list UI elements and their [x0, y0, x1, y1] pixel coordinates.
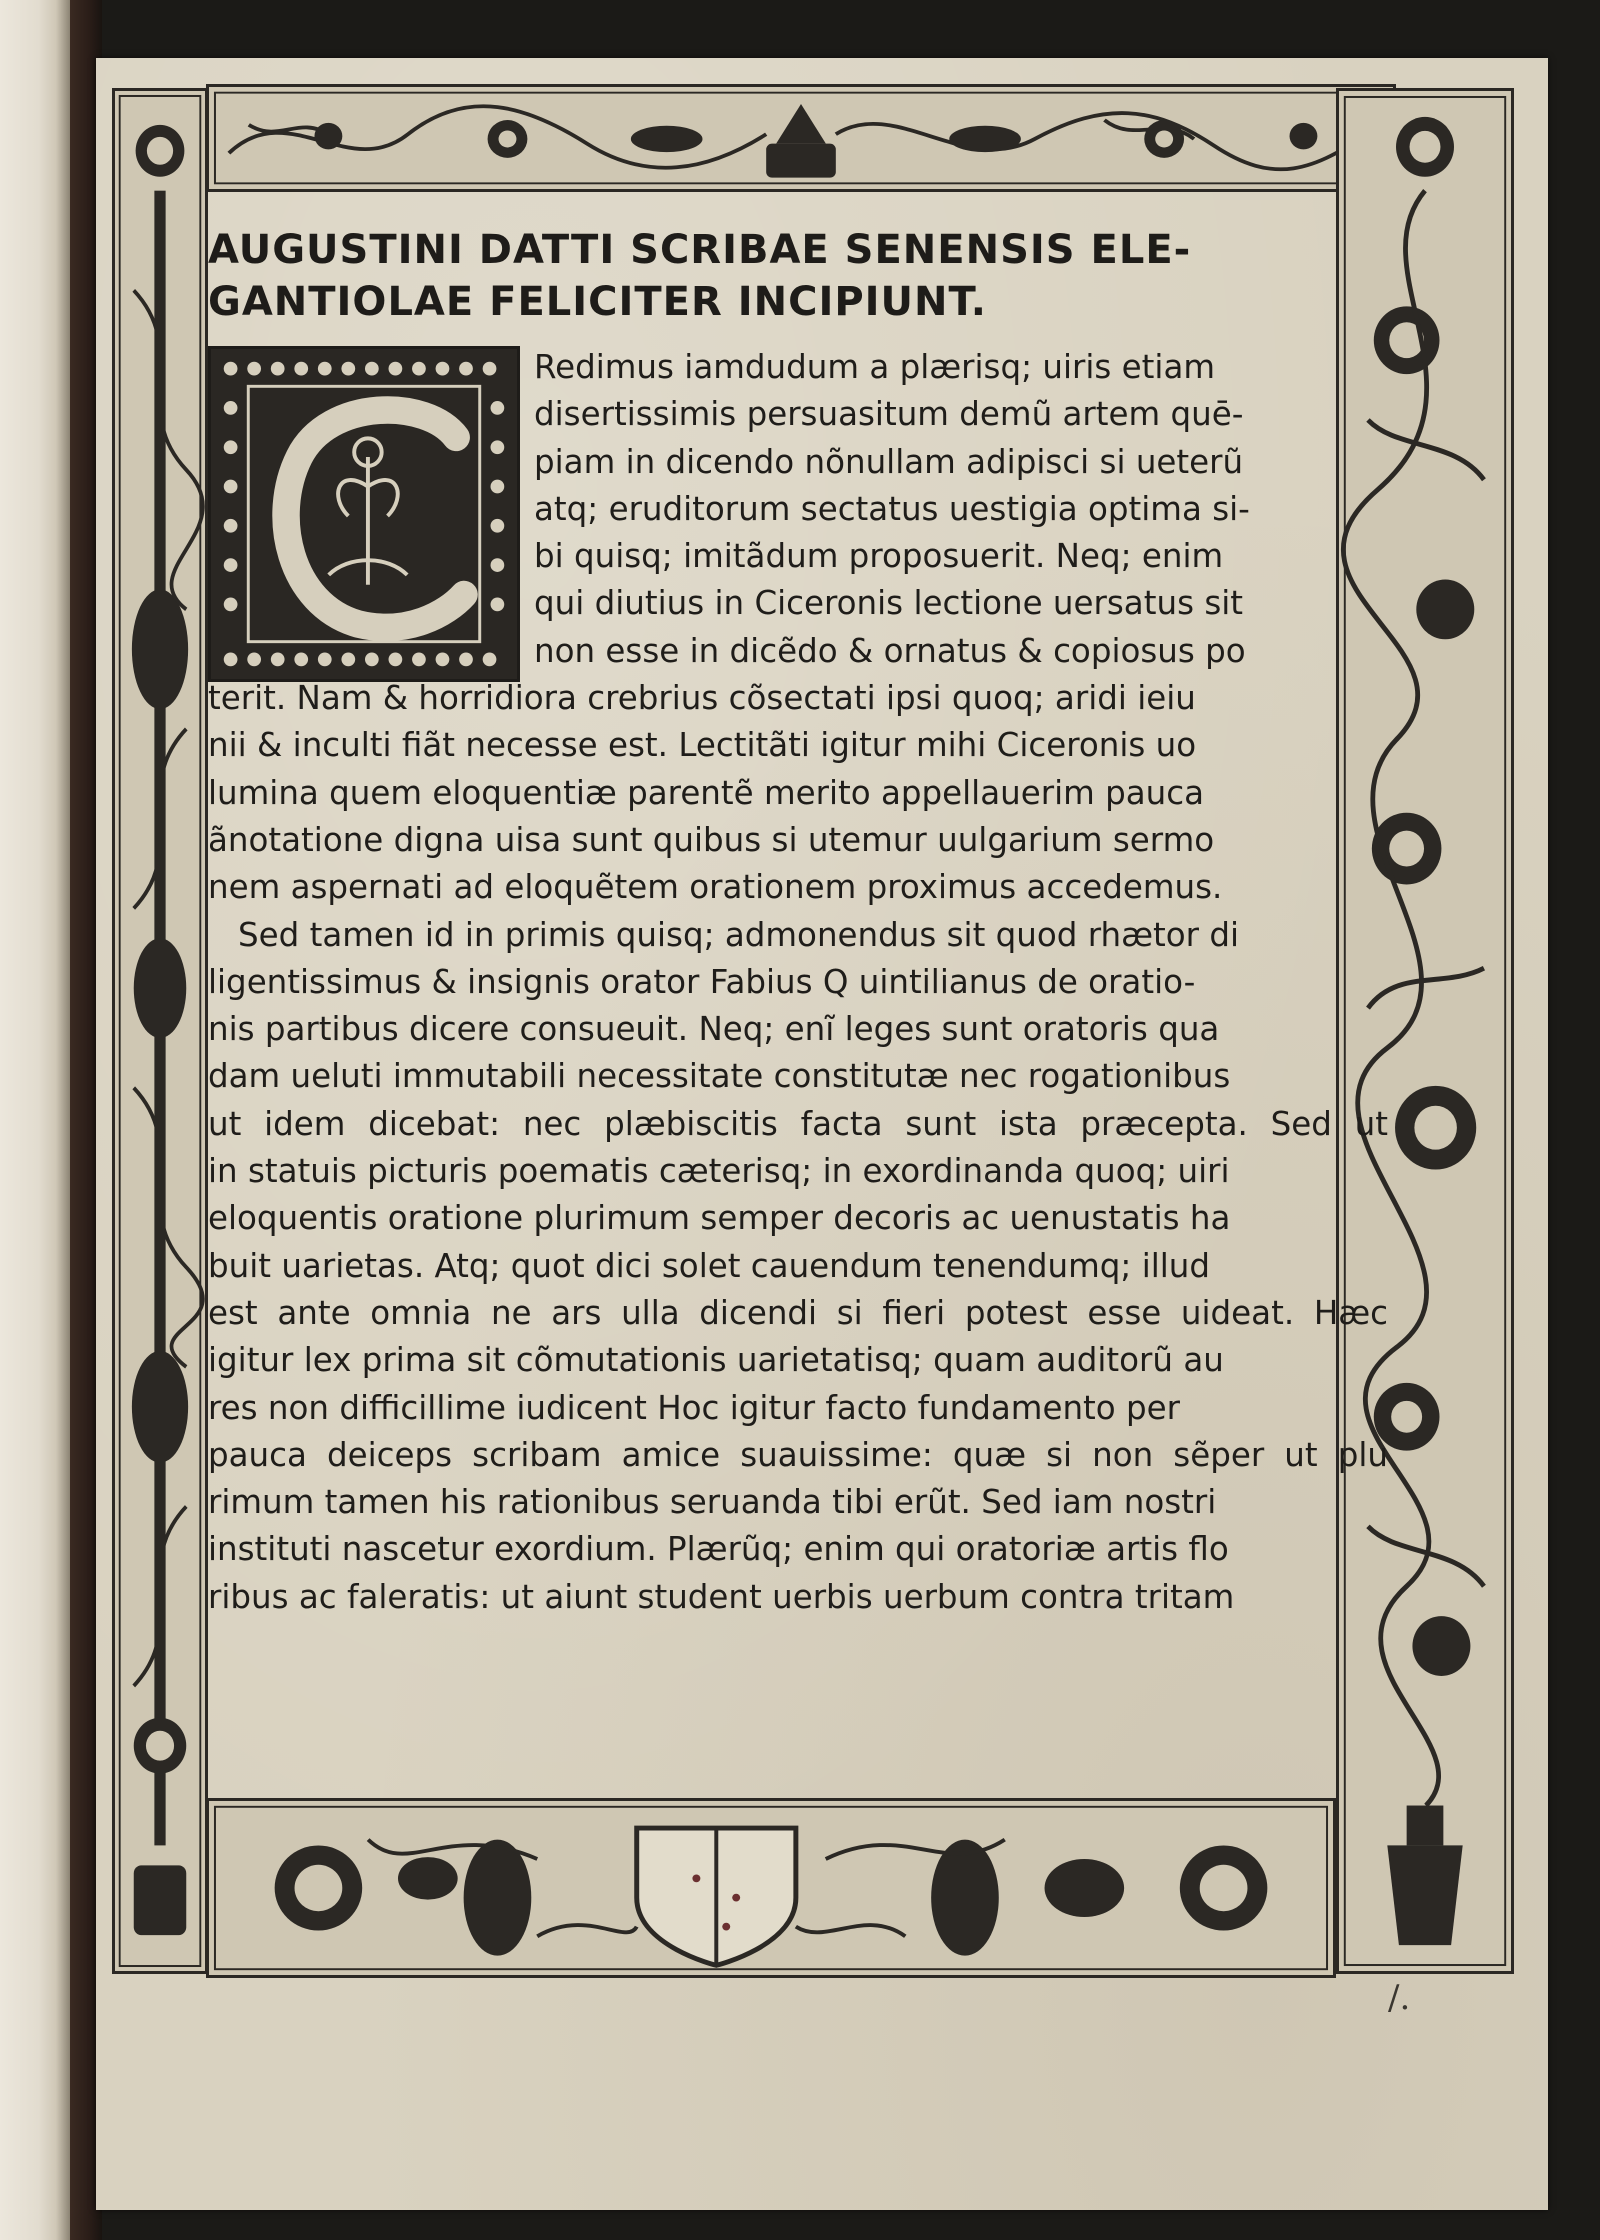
- text-line: disertissimis persuasitum demũ artem quē-: [534, 395, 1244, 434]
- top-ornament-image: [209, 87, 1393, 189]
- text-line: nii & inculti fiãt necesse est. Lectitãti igitur mihi Ciceronis uo: [208, 726, 1197, 765]
- adjacent-page-edge: [0, 0, 70, 2240]
- page-heading: [208, 224, 1388, 328]
- text-line: Sed tamen id in primis quisq; admonendus sit quod rhætor di: [238, 915, 1240, 954]
- text-line: atq; eruditorum sectatus uestigia optima si-: [534, 489, 1250, 528]
- text-line: ut idem dicebat: nec plæbiscitis facta sunt ista præcepta. Sed ut: [208, 1104, 1389, 1143]
- text-line: nis partibus dicere consueuit. Neq; enĩ leges sunt oratoris qua: [208, 1010, 1220, 1049]
- text-line: igitur lex prima sit cõmutationis uarietatisq; quam auditorũ au: [208, 1341, 1224, 1380]
- text-line: instituti nascetur exordium. Plærũq; enim qui oratoriæ artis flo: [208, 1530, 1229, 1569]
- text-line: non esse in dicẽdo & ornatus & copiosus po: [534, 631, 1246, 670]
- text-line: res non difficillime iudicent Hoc igitur facto fundamento per: [208, 1388, 1181, 1427]
- text-line: terit. Nam & horridiora crebrius cõsectati ipsi quoq; aridi ieiu: [208, 679, 1196, 718]
- text-line: piam in dicendo nõnullam adipisci si ueterũ: [534, 442, 1244, 481]
- text-line: bi quisq; imitãdum proposuerit. Neq; enim: [534, 537, 1224, 576]
- text-line: Redimus iamdudum a plærisq; uiris etiam: [534, 348, 1216, 386]
- text-line: est ante omnia ne ars ulla dicendi si fieri potest esse uideat. Hæc: [208, 1293, 1389, 1332]
- body-text: [208, 344, 1388, 1621]
- top-woodcut-border: [206, 84, 1396, 192]
- text-line: in statuis picturis poematis cæterisq; in exordinanda quoq; uiri: [208, 1152, 1230, 1191]
- margin-pencil-mark: /.: [1388, 1978, 1411, 2018]
- text-line: ãnotatione digna uisa sunt quibus si utemur uulgarium sermo: [208, 820, 1215, 859]
- text-line: nem aspernati ad eloquẽtem orationem proximus accedemus.: [208, 868, 1223, 907]
- left-ornament-image: [115, 91, 205, 1971]
- text-line: pauca deiceps scribam amice suauissime: quæ si non sẽper ut plu: [208, 1435, 1388, 1474]
- heading-line-2: GANTIOLAE FELICITER INCIPIUNT.: [208, 279, 987, 325]
- text-line: qui diutius in Ciceronis lectione uersatus sit: [534, 584, 1244, 623]
- bottom-ornament-image: [209, 1801, 1333, 1975]
- text-line: eloquentis oratione plurimum semper decoris ac uenustatis ha: [208, 1199, 1231, 1238]
- text-line: buit uarietas. Atq; quot dici solet cauendum tenendumq; illud: [208, 1246, 1211, 1285]
- bottom-woodcut-border: [206, 1798, 1336, 1978]
- text-line: ribus ac faleratis: ut aiunt student uerbis uerbum contra tritam: [208, 1577, 1235, 1616]
- left-woodcut-border: [112, 88, 208, 1974]
- heading-line-1: AUGUSTINI DATTI SCRIBAE SENENSIS ELE-: [208, 227, 1192, 273]
- printed-page: [96, 58, 1548, 2210]
- text-line: rimum tamen his rationibus seruanda tibi erũt. Sed iam nostri: [208, 1483, 1217, 1522]
- text-line: ligentissimus & insignis orator Fabius Q uintilianus de oratio-: [208, 962, 1196, 1001]
- text-line: dam ueluti immutabili necessitate constitutæ nec rogationibus: [208, 1057, 1231, 1096]
- text-line: lumina quem eloquentiæ parentẽ merito appellauerim pauca: [208, 773, 1205, 812]
